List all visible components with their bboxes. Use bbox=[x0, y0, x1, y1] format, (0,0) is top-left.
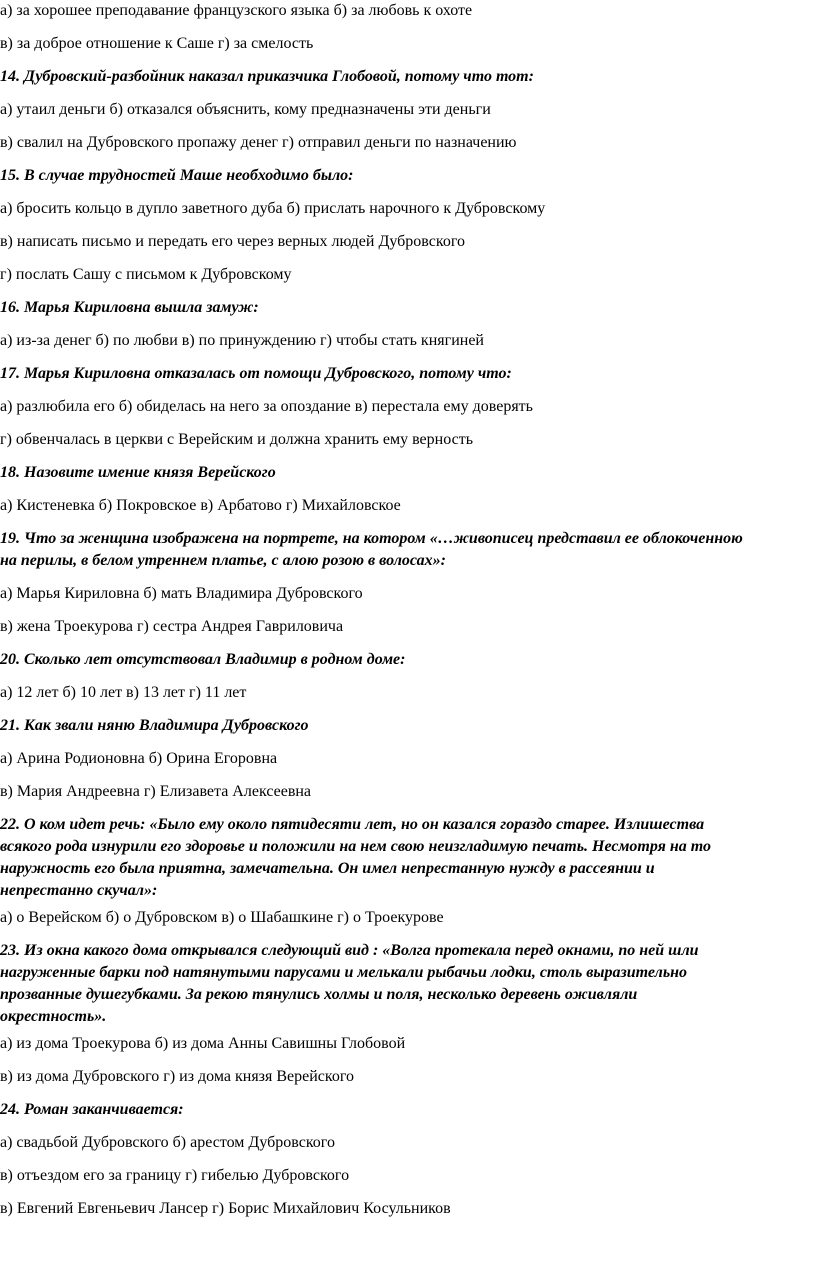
answer-options: а) Арина Родионовна б) Орина Егоровна bbox=[0, 750, 278, 767]
question-14 bbox=[0, 66, 816, 88]
answer-options: в) жена Троекурова г) сестра Андрея Гавриловича bbox=[0, 618, 344, 635]
answer-options: в) из дома Дубровского г) из дома князя Верейского bbox=[0, 1068, 355, 1085]
question-23 bbox=[0, 940, 816, 1028]
question-text: 19. Что за женщина изображена на портрете, на котором «…живописец представил ее облокоченною bbox=[0, 530, 743, 547]
question-text: 17. Марья Кириловна отказалась от помощи Дубровского, потому что: bbox=[0, 365, 512, 382]
question-text: на перилы, в белом утреннем платье, с алою розою в волосах»: bbox=[0, 552, 446, 569]
question-19 bbox=[0, 528, 816, 572]
answer-options: а) о Верейском б) о Дубровском в) о Шабашкине г) о Троекурове bbox=[0, 909, 444, 926]
question-text: 20. Сколько лет отсутствовал Владимир в родном доме: bbox=[0, 651, 406, 668]
question-15 bbox=[0, 165, 816, 187]
answer-options: а) Кистеневка б) Покровское в) Арбатово г) Михайловское bbox=[0, 497, 401, 514]
question-16 bbox=[0, 297, 816, 319]
question-text: всякого рода изнурили его здоровье и положили на нем свою неизгладимую печать. Несмотря на то bbox=[0, 838, 712, 855]
question-21 bbox=[0, 715, 816, 737]
answer-options: в) Евгений Евгеньевич Лансер г) Борис Михайлович Косульников bbox=[0, 1200, 451, 1217]
answer-options: а) бросить кольцо в дупло заветного дуба б) прислать нарочного к Дубровскому bbox=[0, 200, 546, 217]
question-text: 18. Назовите имение князя Верейского bbox=[0, 464, 276, 481]
answer-options: а) за хорошее преподавание французского языка б) за любовь к охоте bbox=[0, 2, 473, 19]
answer-options: г) обвенчалась в церкви с Верейским и должна хранить ему верность bbox=[0, 431, 473, 448]
answer-options: а) из-за денег б) по любви в) по принуждению г) чтобы стать княгиней bbox=[0, 332, 484, 349]
question-text: 22. О ком идет речь: «Было ему около пятидесяти лет, но он казался гораздо старее. Излишества bbox=[0, 816, 705, 833]
answer-options: а) Марья Кириловна б) мать Владимира Дубровского bbox=[0, 585, 363, 602]
question-18 bbox=[0, 462, 816, 484]
question-24 bbox=[0, 1099, 816, 1121]
question-20 bbox=[0, 649, 816, 671]
question-text: 24. Роман заканчивается: bbox=[0, 1101, 184, 1118]
answer-options: а) свадьбой Дубровского б) арестом Дубровского bbox=[0, 1134, 335, 1151]
answer-options: в) отъездом его за границу г) гибелью Дубровского bbox=[0, 1167, 350, 1184]
question-text: окрестность». bbox=[0, 1008, 107, 1025]
question-text: 15. В случае трудностей Маше необходимо было: bbox=[0, 167, 354, 184]
answer-options: в) Мария Андреевна г) Елизавета Алексеевна bbox=[0, 783, 312, 800]
answer-options: а) из дома Троекурова б) из дома Анны Савишны Глобовой bbox=[0, 1035, 406, 1052]
answer-options: а) разлюбила его б) обиделась на него за опоздание в) перестала ему доверять bbox=[0, 398, 533, 415]
question-text: нагруженные барки под натянутыми парусами и мелькали рыбачьи лодки, столь выразительно bbox=[0, 964, 688, 981]
question-text: непрестанно скучал»: bbox=[0, 882, 158, 899]
answer-options: а) 12 лет б) 10 лет в) 13 лет г) 11 лет bbox=[0, 684, 247, 701]
question-text: 14. Дубровский-разбойник наказал приказчика Глобовой, потому что тот: bbox=[0, 68, 534, 85]
question-text: наружность его была приятна, замечательна. Он имел непрестанную нужду в рассеянии и bbox=[0, 860, 655, 877]
question-text: 23. Из окна какого дома открывался следующий вид : «Волга протекала перед окнами, по ней шли bbox=[0, 942, 699, 959]
question-text: 21. Как звали няню Владимира Дубровского bbox=[0, 717, 309, 734]
answer-options: в) за доброе отношение к Саше г) за смелость bbox=[0, 35, 314, 52]
answer-options: в) написать письмо и передать его через верных людей Дубровского bbox=[0, 233, 465, 250]
answer-options: в) свалил на Дубровского пропажу денег г) отправил деньги по назначению bbox=[0, 134, 517, 151]
question-22 bbox=[0, 814, 816, 902]
answer-options: а) утаил деньги б) отказался объяснить, кому предназначены эти деньги bbox=[0, 101, 491, 118]
question-17 bbox=[0, 363, 816, 385]
question-text: прозванные душегубками. За рекою тянулись холмы и поля, несколько деревень оживляли bbox=[0, 986, 638, 1003]
question-text: 16. Марья Кириловна вышла замуж: bbox=[0, 299, 259, 316]
answer-options: г) послать Сашу с письмом к Дубровскому bbox=[0, 266, 292, 283]
